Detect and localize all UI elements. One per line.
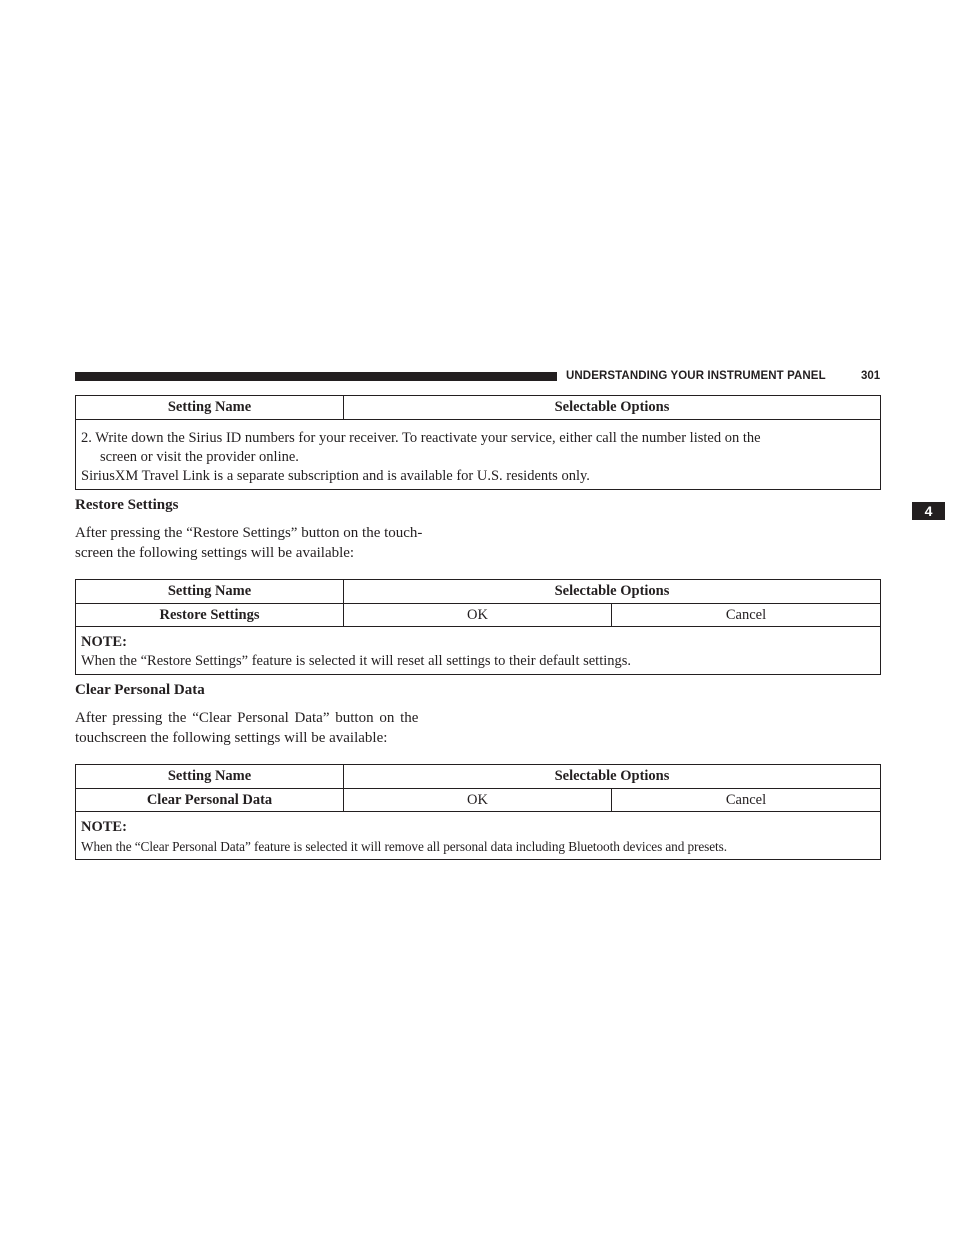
table-note-row: [76, 812, 880, 859]
option-cancel-cell: Cancel: [725, 607, 767, 623]
clear-personal-data-heading: Clear Personal Data: [75, 682, 205, 698]
note-item-line: screen or visit the provider online.: [100, 449, 299, 465]
paragraph-line: screen the following settings will be available:: [75, 545, 355, 561]
table-row: [76, 789, 880, 812]
note-text: When the “Restore Settings” feature is selected it will reset all settings to their default settings.: [81, 653, 632, 669]
option-ok-cell: OK: [344, 789, 612, 811]
table-note: [76, 627, 636, 674]
col-header-setting-name: Setting Name: [76, 765, 344, 788]
setting-name-cell: Restore Settings: [76, 604, 344, 626]
clear-personal-data-paragraph: [75, 708, 475, 748]
table-row: [76, 604, 880, 627]
option-cancel-cell: Cancel: [725, 792, 767, 808]
note-label: NOTE:: [81, 819, 127, 835]
col-header-selectable-options: Selectable Options: [554, 768, 670, 784]
table-note-row: [76, 420, 880, 489]
table-note: [76, 420, 880, 489]
sirius-settings-table: [75, 395, 881, 490]
paragraph-line: After pressing the “Restore Settings” button on the touch-: [75, 525, 423, 541]
table-header-row: [76, 765, 880, 789]
section-title: UNDERSTANDING YOUR INSTRUMENT PANEL: [566, 370, 826, 382]
option-ok-cell: OK: [344, 604, 612, 626]
paragraph-line: touchscreen the following settings will be available:: [75, 730, 388, 746]
col-header-selectable-options: Selectable Options: [554, 583, 670, 599]
col-header-setting-name: Setting Name: [76, 396, 344, 419]
note-text: When the “Clear Personal Data” feature is selected it will remove all personal data including Bluetooth devices and presets.: [81, 839, 727, 854]
table-header-row: [76, 580, 880, 604]
restore-settings-table: [75, 579, 881, 675]
chapter-tab: 4: [912, 502, 945, 520]
page-number: 301: [861, 370, 881, 382]
note-label: NOTE:: [81, 634, 127, 650]
table-note: [76, 812, 732, 859]
restore-settings-heading: Restore Settings: [75, 497, 179, 513]
header-rule: [75, 372, 557, 381]
restore-settings-paragraph: [75, 523, 475, 563]
setting-name-cell: Clear Personal Data: [76, 789, 344, 811]
clear-personal-data-table: [75, 764, 881, 860]
paragraph-line: After pressing the “Clear Personal Data” button on the: [75, 710, 419, 726]
table-note-row: [76, 627, 880, 674]
note-extra-line: SiriusXM Travel Link is a separate subscription and is available for U.S. residents only.: [81, 468, 590, 484]
table-header-row: [76, 396, 880, 420]
col-header-setting-name: Setting Name: [76, 580, 344, 603]
note-item-line: 2. Write down the Sirius ID numbers for your receiver. To reactivate your service, either call the number listed on the: [81, 430, 761, 446]
col-header-selectable-options: Selectable Options: [554, 399, 670, 415]
